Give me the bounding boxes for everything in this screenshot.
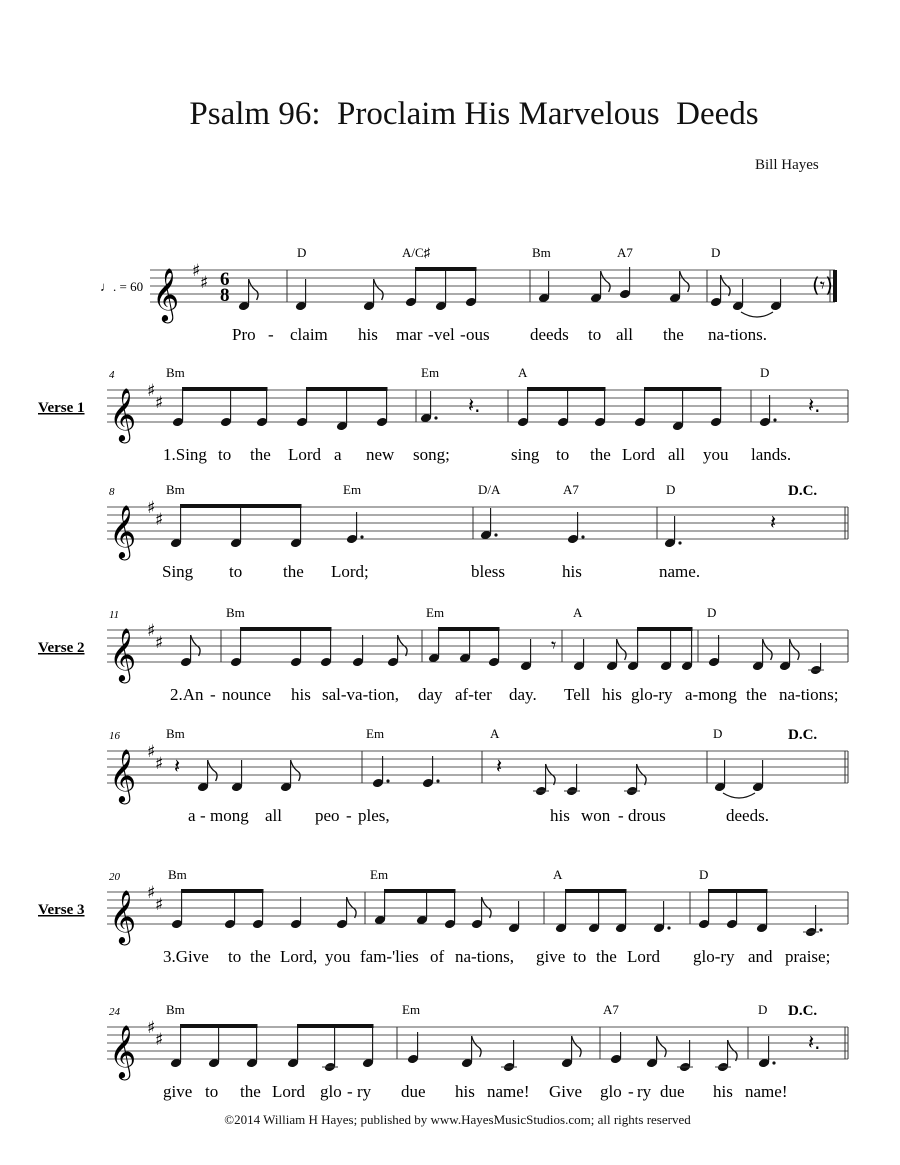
- verse-label: Verse 2: [38, 640, 85, 656]
- dot: [434, 416, 437, 419]
- lyric-syllable: lands.: [751, 445, 792, 464]
- final-barline: [833, 270, 837, 302]
- lyric-syllable: you: [703, 445, 729, 464]
- time-signature-top: 6: [220, 269, 230, 290]
- lyric-syllable: his: [562, 562, 582, 581]
- lyric-syllable: and: [748, 947, 773, 966]
- lyric-syllable: glo: [320, 1082, 342, 1101]
- rest-icon: 𝄽.: [808, 1030, 821, 1054]
- lyric-syllable: won: [581, 806, 611, 825]
- lyric-syllable: deeds.: [726, 806, 769, 825]
- rest-icon: 𝄽: [496, 754, 503, 778]
- lyric-syllable: of: [430, 947, 445, 966]
- lyric-syllable: Tell: [564, 685, 591, 704]
- measure-number: 8: [109, 486, 115, 498]
- lyric-syllable: Lord: [627, 947, 661, 966]
- chord-symbol: D: [713, 726, 723, 741]
- treble-clef-icon: 𝄞: [109, 504, 137, 558]
- note-flag: [763, 639, 773, 660]
- lyric-syllable: Lord;: [331, 562, 369, 581]
- lyric-syllable: to: [229, 562, 243, 581]
- lyric-syllable: give: [163, 1082, 193, 1101]
- treble-clef-icon: 𝄞: [109, 387, 137, 441]
- lyric-syllable: glo: [600, 1082, 622, 1101]
- beam: [306, 387, 388, 391]
- lyric-syllable: 2.An: [170, 685, 204, 704]
- beam: [644, 387, 722, 391]
- staff-system: [38, 365, 848, 464]
- measure-number: 20: [109, 871, 120, 883]
- beam: [384, 889, 456, 893]
- chord-symbol: A/C♯: [402, 245, 431, 260]
- lyric-syllable: deeds: [530, 325, 569, 344]
- chord-symbol: D: [711, 245, 721, 260]
- lyric-syllable: all: [616, 325, 633, 344]
- note-flag: [657, 1036, 667, 1057]
- lyric-syllable: fam-'lies: [360, 947, 419, 966]
- lyric-syllable: to: [556, 445, 570, 464]
- chord-symbol: Em: [421, 365, 440, 380]
- chord-symbol: Em: [402, 1002, 421, 1017]
- sharp-icon: ♯: [155, 754, 164, 774]
- da-capo-marking: D.C.: [788, 727, 818, 743]
- chord-symbol: Bm: [168, 867, 187, 882]
- lyric-syllable: -: [618, 806, 624, 825]
- lyric-syllable: to: [228, 947, 242, 966]
- lyric-syllable: to: [573, 947, 587, 966]
- dot: [360, 535, 363, 538]
- lyric-syllable: Pro: [232, 325, 256, 344]
- lyric-syllable: ples,: [358, 806, 390, 825]
- note-flag: [790, 639, 800, 660]
- verse-label: Verse 1: [38, 400, 85, 416]
- lyric-syllable: glo-ry: [631, 685, 673, 704]
- lyric-syllable: a: [334, 445, 342, 464]
- lyric-syllable: ry: [357, 1082, 372, 1101]
- lyric-syllable: ry: [637, 1082, 652, 1101]
- chord-symbol: Em: [370, 867, 389, 882]
- lyric-syllable: 1.Sing: [163, 445, 207, 464]
- lyric-syllable: day.: [509, 685, 537, 704]
- chord-symbol: D: [699, 867, 709, 882]
- da-capo-marking: D.C.: [788, 1003, 818, 1019]
- chord-symbol: D: [297, 245, 307, 260]
- lyric-syllable: -: [460, 325, 466, 344]
- beam: [182, 387, 268, 391]
- lyric-syllable: -: [347, 1082, 353, 1101]
- staff-system: [100, 245, 837, 344]
- chord-symbol: Bm: [166, 482, 185, 497]
- sharp-icon: ♯: [155, 510, 164, 530]
- sharp-icon: ♯: [147, 621, 156, 641]
- chord-symbol: Em: [343, 482, 362, 497]
- song-title: Psalm 96: Proclaim His Marvelous Deeds: [189, 96, 759, 132]
- beam: [527, 387, 606, 391]
- lyric-syllable: the: [596, 947, 617, 966]
- treble-clef-icon: 𝄞: [109, 1024, 137, 1078]
- lyric-syllable: the: [250, 947, 271, 966]
- treble-clef-icon: 𝄞: [109, 627, 137, 681]
- tempo-marking: ♩. = 60: [100, 279, 144, 294]
- chord-symbol: Em: [426, 605, 445, 620]
- lyric-syllable: to: [205, 1082, 219, 1101]
- lyric-syllable: -: [428, 325, 434, 344]
- lyric-syllable: a-mong: [685, 685, 737, 704]
- beam: [297, 1024, 374, 1028]
- lyric-syllable: his: [291, 685, 311, 704]
- lyric-syllable: drous: [628, 806, 666, 825]
- lyric-syllable: his: [713, 1082, 733, 1101]
- chord-symbol: D: [758, 1002, 768, 1017]
- lyric-syllable: 3.Give: [163, 947, 209, 966]
- sharp-icon: ♯: [147, 381, 156, 401]
- chord-symbol: A: [490, 726, 500, 741]
- dot: [667, 926, 670, 929]
- staff-system: [38, 605, 848, 704]
- lyric-syllable: Lord,: [280, 947, 318, 966]
- beam: [708, 889, 768, 893]
- lyric-syllable: -: [200, 806, 206, 825]
- chord-symbol: A7: [563, 482, 579, 497]
- lyric-syllable: due: [401, 1082, 426, 1101]
- chord-symbol: A: [573, 605, 583, 620]
- note-flag: [291, 760, 301, 781]
- lyric-syllable: day: [418, 685, 443, 704]
- lyric-syllable: name!: [745, 1082, 788, 1101]
- chord-symbol: D: [666, 482, 676, 497]
- chord-symbol: Em: [366, 726, 385, 741]
- sharp-icon: ♯: [147, 1018, 156, 1038]
- note-flag: [208, 760, 218, 781]
- chord-symbol: Bm: [532, 245, 551, 260]
- lyric-syllable: ous: [466, 325, 490, 344]
- lyric-syllable: Sing: [162, 562, 194, 581]
- chord-symbol: A7: [603, 1002, 619, 1017]
- sharp-icon: ♯: [155, 393, 164, 413]
- treble-clef-icon: 𝄞: [109, 748, 137, 802]
- lyric-syllable: Lord: [272, 1082, 306, 1101]
- lyric-syllable: -: [210, 685, 216, 704]
- sharp-icon: ♯: [155, 895, 164, 915]
- lyric-syllable: his: [358, 325, 378, 344]
- beam: [565, 889, 627, 893]
- note-flag: [601, 271, 611, 292]
- lyric-syllable: all: [668, 445, 685, 464]
- lyric-syllable: give: [536, 947, 566, 966]
- lyric-syllable: to: [588, 325, 602, 344]
- chord-symbol: A: [518, 365, 528, 380]
- dot: [678, 541, 681, 544]
- lyric-syllable: praise;: [785, 947, 831, 966]
- staff-system: [107, 1002, 848, 1101]
- measure-number: 24: [109, 1006, 120, 1018]
- dot: [773, 418, 776, 421]
- verse-label: Verse 3: [38, 902, 85, 918]
- dot: [436, 779, 439, 782]
- chord-symbol: Bm: [166, 726, 185, 741]
- lyric-syllable: the: [283, 562, 304, 581]
- lyric-syllable: his: [602, 685, 622, 704]
- beam: [180, 504, 302, 508]
- note-flag: [680, 271, 690, 292]
- sharp-icon: ♯: [200, 273, 209, 293]
- lyric-syllable: the: [663, 325, 684, 344]
- chord-symbol: D: [760, 365, 770, 380]
- lyric-syllable: due: [660, 1082, 685, 1101]
- beam: [240, 627, 332, 631]
- chord-symbol: D/A: [478, 482, 501, 497]
- sharp-icon: ♯: [147, 498, 156, 518]
- rest-icon: 𝄽.: [468, 393, 481, 417]
- lyric-syllable: the: [590, 445, 611, 464]
- dot: [581, 535, 584, 538]
- chord-symbol: Bm: [166, 1002, 185, 1017]
- tie: [741, 312, 773, 317]
- note-flag: [374, 279, 384, 300]
- lyric-syllable: the: [240, 1082, 261, 1101]
- staff-system: [107, 726, 848, 825]
- measure-number: 11: [109, 609, 120, 621]
- lyric-syllable: nounce: [222, 685, 272, 704]
- sharp-icon: ♯: [155, 633, 164, 653]
- rest-icon: 𝄽: [770, 510, 777, 534]
- lyric-syllable: na-tions;: [779, 685, 839, 704]
- lyric-syllable: claim: [290, 325, 328, 344]
- lyric-syllable: his: [550, 806, 570, 825]
- chord-symbol: D: [707, 605, 717, 620]
- chord-symbol: Bm: [166, 365, 185, 380]
- dot: [494, 533, 497, 536]
- lyric-syllable: Lord: [622, 445, 656, 464]
- note-flag: [617, 639, 627, 660]
- lyric-syllable: af-ter: [455, 685, 492, 704]
- rest-icon: 𝄽: [174, 754, 181, 778]
- copyright-notice: ©2014 William H Hayes; published by www.HayesMusicStudios.com; all rights reserved: [224, 1112, 691, 1127]
- lyric-syllable: the: [250, 445, 271, 464]
- lyric-syllable: vel: [434, 325, 455, 344]
- rest-icon: 𝄽.: [808, 393, 821, 417]
- beam: [180, 1024, 258, 1028]
- lyric-syllable: -: [346, 806, 352, 825]
- tie: [723, 793, 755, 798]
- rest-icon: (𝄾): [812, 273, 833, 297]
- lyric-syllable: -: [628, 1082, 634, 1101]
- chord-symbol: A7: [617, 245, 633, 260]
- lyric-syllable: sal-va-tion,: [322, 685, 399, 704]
- composer-name: Bill Hayes: [755, 157, 819, 173]
- lyric-syllable: bless: [471, 562, 505, 581]
- dot: [386, 779, 389, 782]
- beam: [438, 627, 500, 631]
- beam: [637, 627, 693, 631]
- lyric-syllable: Give: [549, 1082, 583, 1101]
- time-signature-bottom: 8: [220, 285, 230, 306]
- treble-clef-icon: 𝄞: [152, 267, 180, 321]
- lyric-syllable: peo: [315, 806, 340, 825]
- lyric-syllable: you: [325, 947, 351, 966]
- lyric-syllable: his: [455, 1082, 475, 1101]
- lyric-syllable: new: [366, 445, 395, 464]
- lyric-syllable: all: [265, 806, 282, 825]
- sharp-icon: ♯: [147, 883, 156, 903]
- lyric-syllable: sing: [511, 445, 540, 464]
- dot: [772, 1061, 775, 1064]
- beam: [181, 889, 264, 893]
- lyric-syllable: na-tions.: [708, 325, 768, 344]
- lyric-syllable: song;: [413, 445, 450, 464]
- staff-system: [107, 482, 848, 581]
- lyric-syllable: glo-ry: [693, 947, 735, 966]
- note-flag: [572, 1036, 582, 1057]
- chord-symbol: A: [553, 867, 563, 882]
- sharp-icon: ♯: [147, 742, 156, 762]
- rest-icon: 𝄾: [551, 633, 557, 657]
- da-capo-marking: D.C.: [788, 483, 818, 499]
- note-flag: [472, 1036, 482, 1057]
- lyric-syllable: -: [268, 325, 274, 344]
- lyric-syllable: name!: [487, 1082, 530, 1101]
- lyric-syllable: name.: [659, 562, 701, 581]
- lyric-syllable: mar: [396, 325, 423, 344]
- sharp-icon: ♯: [155, 1030, 164, 1050]
- sharp-icon: ♯: [192, 261, 201, 281]
- chord-symbol: Bm: [226, 605, 245, 620]
- treble-clef-icon: 𝄞: [109, 889, 137, 943]
- lyric-syllable: to: [218, 445, 232, 464]
- dot: [819, 928, 822, 931]
- measure-number: 16: [109, 730, 120, 742]
- beam: [415, 267, 477, 271]
- lyric-syllable: a: [188, 806, 196, 825]
- measure-number: 4: [109, 369, 115, 381]
- lyric-syllable: Lord: [288, 445, 322, 464]
- lyric-syllable: na-tions,: [455, 947, 515, 966]
- lyric-syllable: the: [746, 685, 767, 704]
- lyric-syllable: mong: [210, 806, 249, 825]
- staff-system: [38, 867, 848, 966]
- note-flag: [249, 279, 259, 300]
